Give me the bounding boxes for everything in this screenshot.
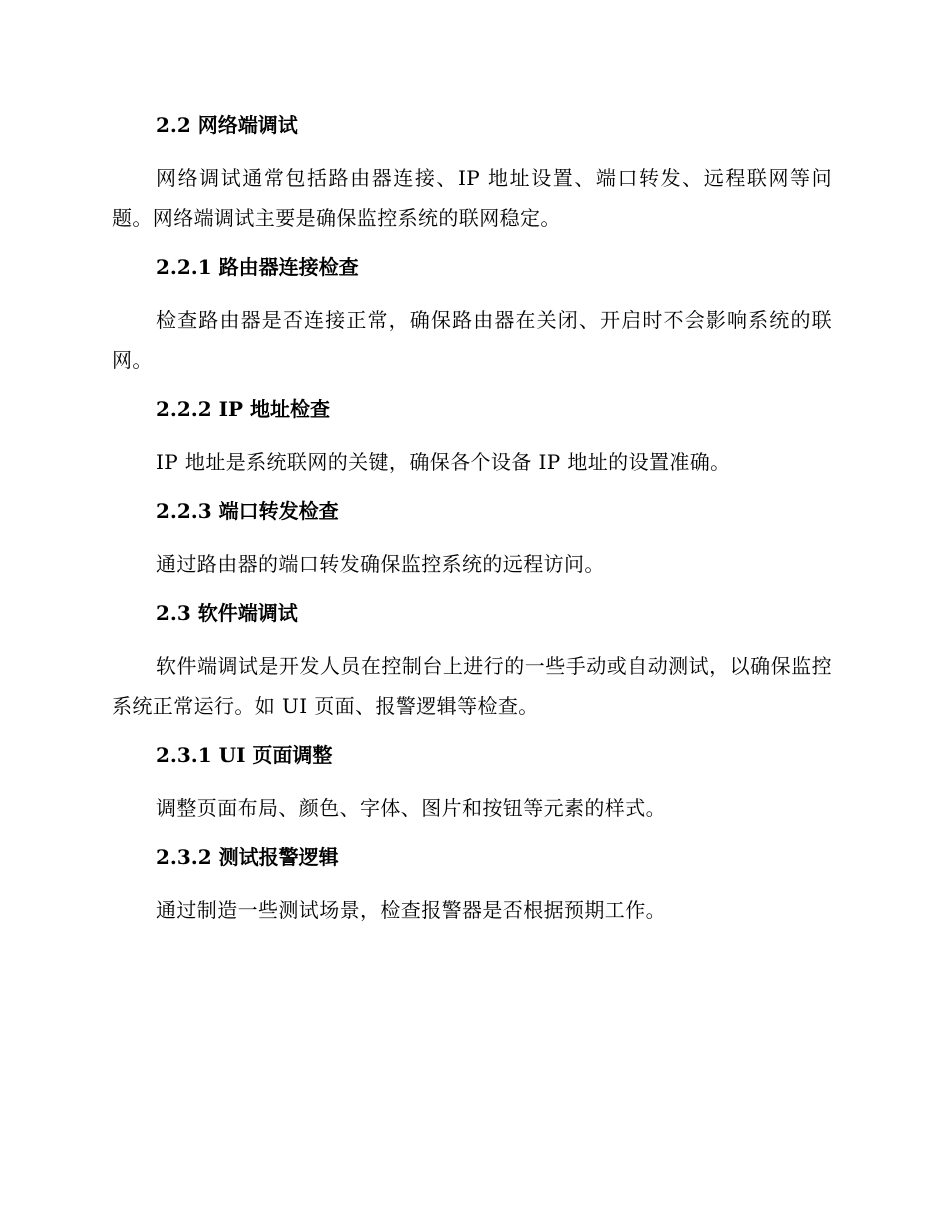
section-2-2 [112,110,832,238]
section-2-3-1 [112,740,832,828]
section-heading: 2.2.2 IP 地址检查 [156,397,330,421]
section-heading: 2.3.1 UI 页面调整 [156,743,333,767]
section-2-2-1 [112,252,832,380]
section-paragraph: IP 地址是系统联网的关键，确保各个设备 IP 地址的设置准确。 [156,450,731,474]
section-heading: 2.3 软件端调试 [156,601,298,625]
document-content [112,110,832,944]
section-paragraph: 通过路由器的端口转发确保监控系统的远程访问。 [156,552,605,576]
section-paragraph: 通过制造一些测试场景，检查报警器是否根据预期工作。 [156,898,666,922]
section-paragraph: 软件端调试是开发人员在控制台上进行的一些手动或自动测试，以确保监控系统正常运行。如 UI 页面、报警逻辑等检查。 [112,654,832,718]
section-paragraph: 检查路由器是否连接正常，确保路由器在关闭、开启时不会影响系统的联网。 [112,308,832,372]
section-2-2-2 [112,394,832,482]
section-heading: 2.2.1 路由器连接检查 [156,255,359,279]
section-heading: 2.3.2 测试报警逻辑 [156,845,339,869]
section-paragraph: 网络调试通常包括路由器连接、IP 地址设置、端口转发、远程联网等问题。网络端调试主要是确保监控系统的联网稳定。 [112,166,832,230]
section-2-2-3 [112,496,832,584]
section-paragraph: 调整页面布局、颜色、字体、图片和按钮等元素的样式。 [156,796,666,820]
section-2-3-2 [112,842,832,930]
section-2-3 [112,598,832,726]
section-heading: 2.2.3 端口转发检查 [156,499,339,523]
section-heading: 2.2 网络端调试 [156,113,298,137]
